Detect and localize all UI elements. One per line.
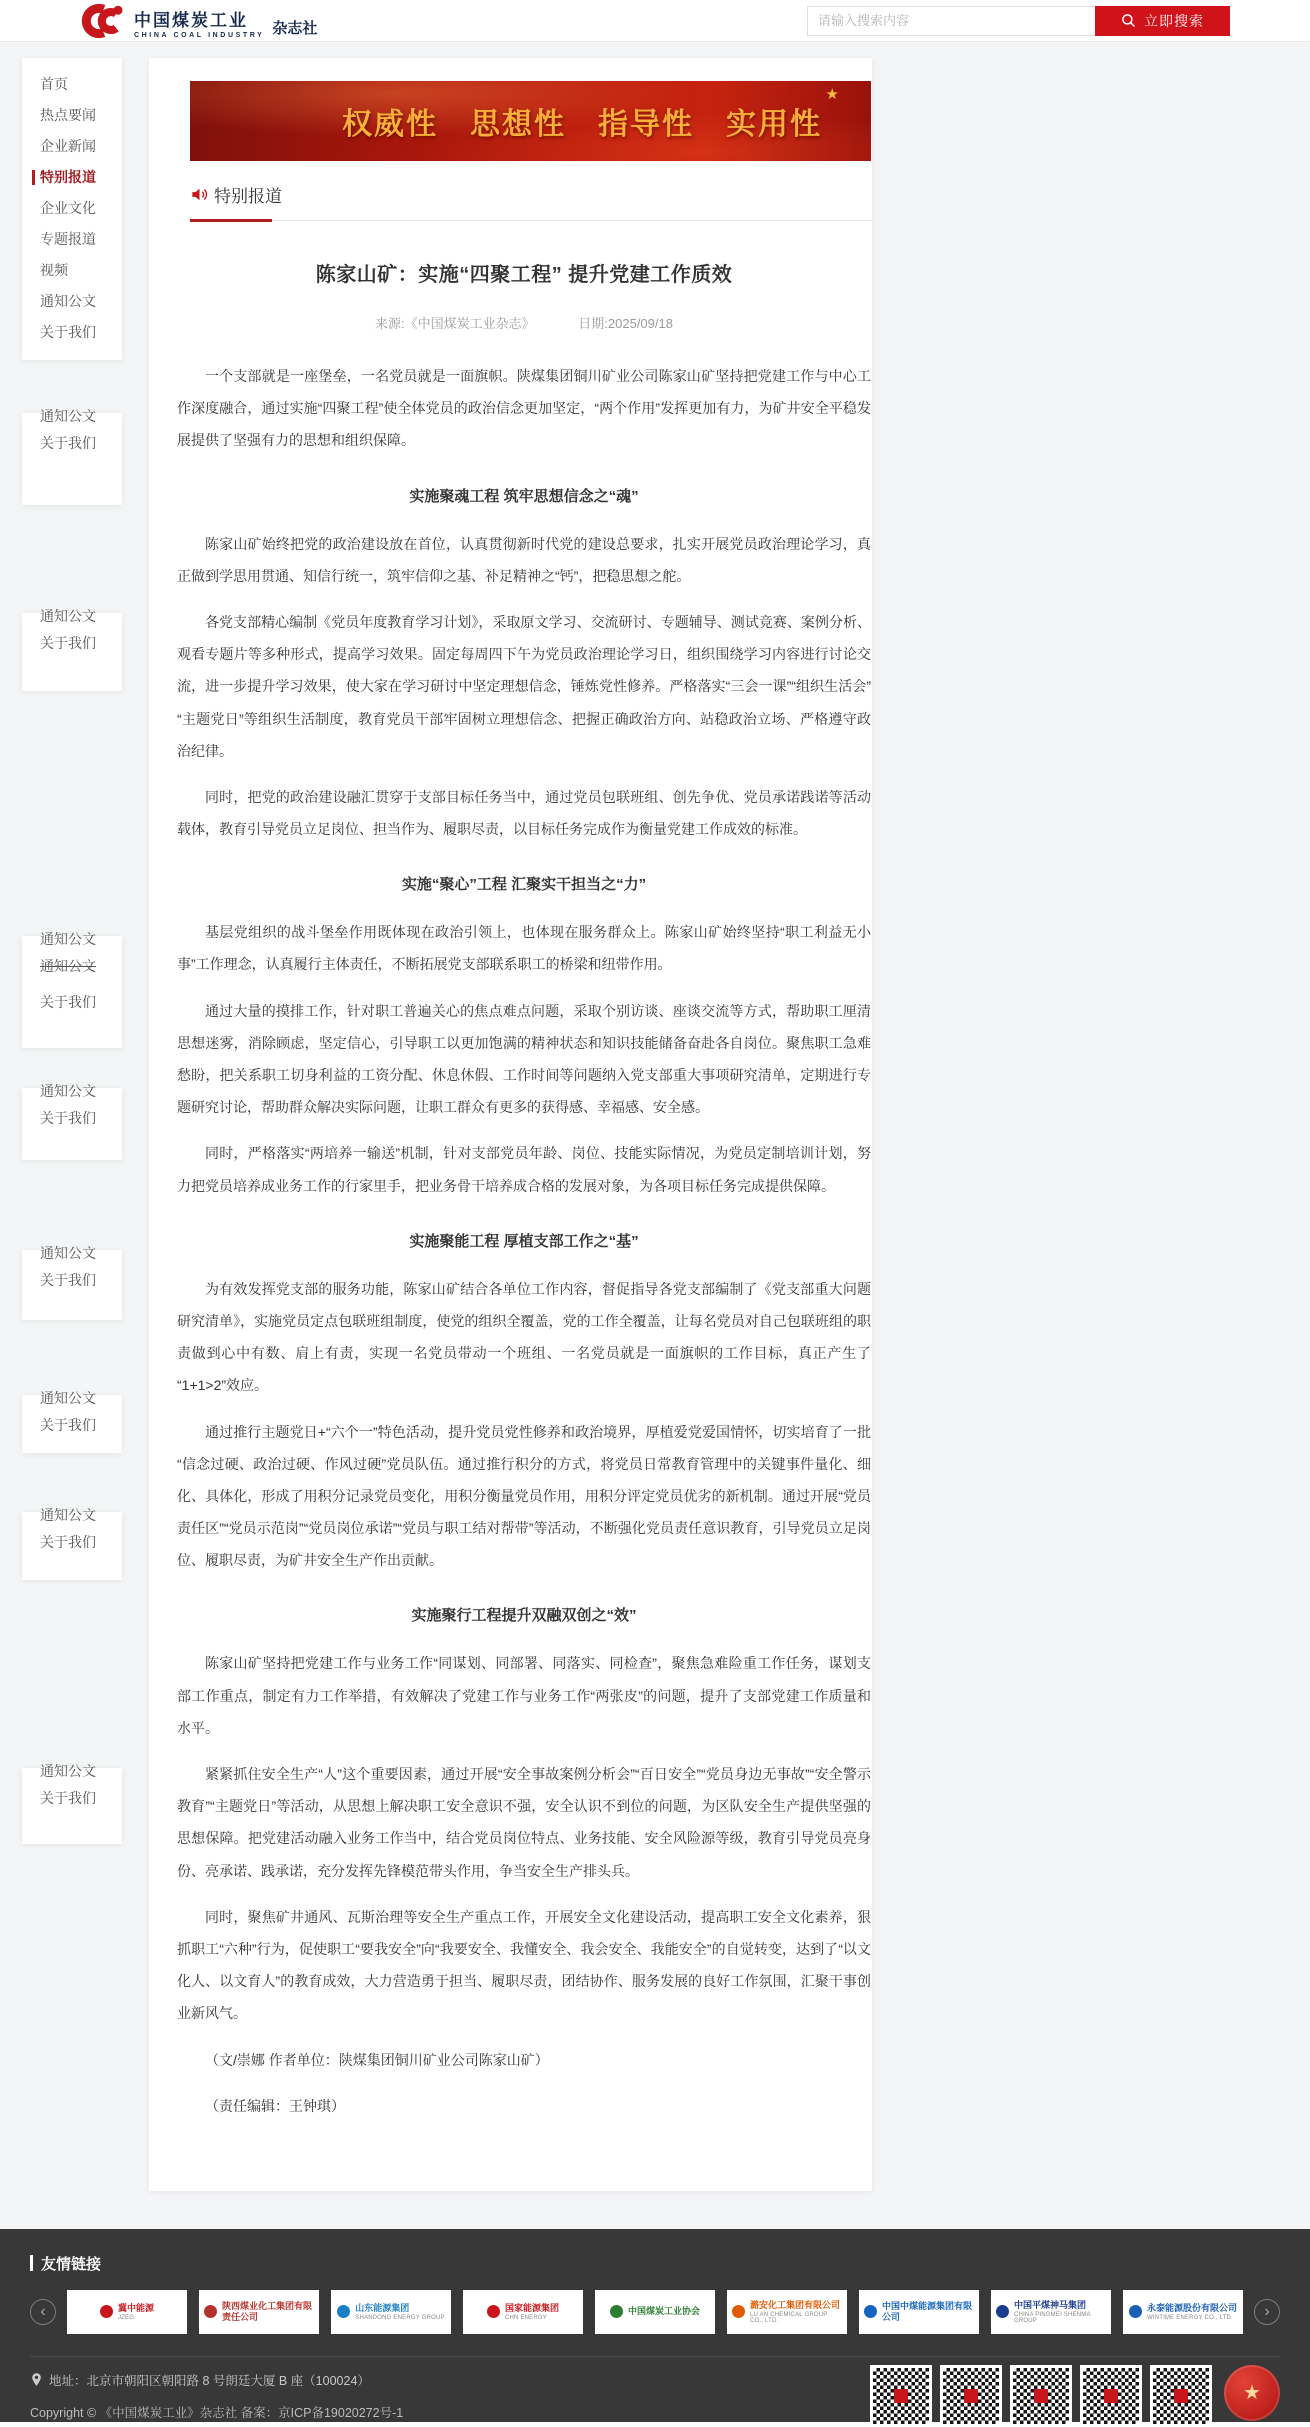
sidebar-item-label[interactable]: 通知公文 <box>40 1390 96 1406</box>
article-paragraph: 同时，聚焦矿井通风、瓦斯治理等安全生产重点工作，开展安全文化建设活动，提高职工安全文化素养，狠抓职工“六种”行为，促使职工“要我安全”向“我要安全、我懂安全、我会安全、我能安全”的自觉转变，达到了“以文化人、以文育人”的教育成效，大力营造勇于担当、履职尽责，团结协作、服务发展的良好工作氛围，汇聚干事创业新风气。 <box>177 1908 871 2022</box>
article-subheading: 实施聚行工程提升双融双创之“效” <box>411 1607 637 1625</box>
partner-name: 中国平煤神马集团 CHINA PINGMEI SHENMA GROUP <box>1014 2300 1091 2324</box>
sidebar-item-label: 企业新闻 <box>40 138 96 154</box>
title-bar-decoration <box>30 2255 33 2271</box>
sidebar-fragment <box>22 1507 122 1580</box>
sidebar-item-label[interactable]: 关于我们 <box>40 635 96 651</box>
article-subheading: 实施“聚心”工程 汇聚实干担当之“力” <box>401 876 647 894</box>
sidebar-item-label[interactable]: 关于我们 <box>40 1272 96 1288</box>
sidebar-item-hot-news[interactable] <box>22 100 122 131</box>
partner-carousel <box>30 2290 1280 2334</box>
article-paragraph: 通过推行主题党日+“六个一”特色活动，提升党员党性修养和政治境界，厚植爱党爱国情怀，切实培育了一批“信念过硬、政治过硬、作风过硬”党员队伍。通过推行积分的方式，将党员日常教育管理中的关键事件量化、细化、具体化，形成了用积分记录党员变化，用积分衡量党员作用，用积分评定党员优劣的新机制。通过开展“党员责任区”“党员示范岗”“党员岗位承诺”“党员与职工结对帮带”等活动，不断强化党员责任意识教育，引导党员立足岗位、履职尽责，为矿井安全生产作出贡献。 <box>177 1423 871 1569</box>
footer-divider <box>30 2356 1280 2357</box>
coal-industry-logo-icon <box>74 3 126 39</box>
sidebar-item-label[interactable]: 关于我们 <box>40 435 96 451</box>
partner-logo-card[interactable] <box>463 2290 583 2334</box>
sidebar-item-label: 视频 <box>40 262 68 278</box>
article-paragraph: 同时，严格落实“两培养一输送”机制，针对支部党员年龄、岗位、技能实际情况，为党员定制培训计划，努力把党员培养成业务工作的行家里手，把业务骨干培养成合格的发展对象，为各项目标任务完成提供保障。 <box>177 1145 871 1194</box>
sidebar-fragment <box>22 1763 122 1844</box>
qr-code <box>940 2365 1002 2427</box>
qr-pattern <box>943 2368 999 2424</box>
content-area <box>0 42 1310 2229</box>
partner-logo-icon <box>610 2305 623 2318</box>
sidebar-item-label: 热点要闻 <box>40 107 96 123</box>
brand-title-en: CHINA COAL INDUSTRY <box>134 31 265 39</box>
sidebar-item-label[interactable]: 通知公文 <box>40 958 96 974</box>
search-icon <box>1121 13 1136 28</box>
sidebar-item-label[interactable]: 通知公文 <box>40 1245 96 1261</box>
brand-title-cn: 中国煤炭工业 <box>134 10 248 30</box>
article-meta <box>177 313 871 332</box>
qr-pattern <box>1083 2368 1139 2424</box>
brand-suffix: 杂志社 <box>272 19 318 37</box>
speaker-icon <box>190 185 209 204</box>
partner-logo-card[interactable] <box>199 2290 319 2334</box>
search-button[interactable] <box>1095 6 1230 36</box>
sidebar-item-about[interactable] <box>22 317 122 348</box>
article-subheading: 实施聚能工程 厚植支部工作之“基” <box>409 1232 639 1250</box>
partner-name: 冀中能源 JZEG <box>117 2303 154 2321</box>
sidebar-item-label: 通知公文 <box>40 293 96 309</box>
sidebar-nav <box>22 58 122 360</box>
article-paragraph: 通过大量的摸排工作，针对职工普遍关心的焦点难点问题，采取个别访谈、座谈交流等方式，帮助职工厘清思想迷雾，消除顾虑，坚定信心，引导职工以更加饱满的精神状态和知识技能储备奋赴各自岗位。聚焦职工急难愁盼，把关系职工切身利益的工资分配、休息休假、工作时间等问题纳入党支部重大事项研究清单，定期进行专题研究讨论，帮助群众解决实际问题，让职工群众有更多的获得感、幸福感、安全感。 <box>177 1002 871 1116</box>
article-date: 日期:2025/09/18 <box>578 316 673 331</box>
friend-links-header <box>30 2253 1280 2274</box>
sidebar-item-video[interactable] <box>22 255 122 286</box>
article-title: 陈家山矿：实施“四聚工程” 提升党建工作质效 <box>315 264 733 286</box>
partner-logo-card[interactable] <box>331 2290 451 2334</box>
partner-logo-card[interactable] <box>859 2290 979 2334</box>
qr-code <box>1150 2365 1212 2427</box>
sidebar-item-notices[interactable] <box>22 286 122 317</box>
sidebar-fragment <box>22 1390 122 1453</box>
qr-pattern <box>1013 2368 1069 2424</box>
partner-logo-icon <box>1129 2305 1142 2318</box>
partner-logo-icon <box>996 2305 1009 2318</box>
article-paragraph: 一个支部就是一座堡垒，一名党员就是一面旗帜。陕煤集团铜川矿业公司陈家山矿坚持把党建工作与中心工作深度融合，通过实施“四聚工程”使全体党员的政治信念更加坚定，“两个作用”发挥更加有力，为矿井安全平稳发展提供了坚强有力的思想和组织保障。 <box>177 368 871 449</box>
partner-logo-icon <box>337 2305 350 2318</box>
sidebar-item-corp-culture[interactable] <box>22 193 122 224</box>
section-header <box>190 182 872 207</box>
sidebar-item-label: 企业文化 <box>40 200 96 216</box>
sidebar-item-label[interactable]: 通知公文 <box>40 1507 96 1523</box>
partner-logo-card[interactable] <box>595 2290 715 2334</box>
carousel-next-button[interactable]: › <box>1254 2299 1280 2325</box>
partner-name: 山东能源集团 SHANDONG ENERGY GROUP <box>355 2303 445 2321</box>
qr-pattern <box>1153 2368 1209 2424</box>
sidebar-item-label: 首页 <box>40 76 68 92</box>
partner-logos <box>67 2290 1243 2334</box>
friend-links-title: 友情链接 <box>41 2255 102 2273</box>
qr-code <box>1080 2365 1142 2427</box>
qr-code <box>1010 2365 1072 2427</box>
footer-bottom <box>30 2371 1280 2427</box>
sidebar-item-special-report[interactable] <box>22 162 122 193</box>
sidebar-fragment <box>22 1245 122 1320</box>
partner-logo-card[interactable] <box>1123 2290 1243 2334</box>
section-title[interactable]: 特别报道 <box>214 187 282 206</box>
partner-name: 国家能源集团 CHN ENERGY <box>504 2303 559 2321</box>
sidebar-item-label[interactable]: 关于我们 <box>40 1790 96 1806</box>
article-body <box>177 360 871 2122</box>
sidebar-item-label[interactable]: 关于我们 <box>40 994 96 1010</box>
sidebar-item-label[interactable]: 通知公文 <box>40 1763 96 1779</box>
main-card <box>149 58 872 2191</box>
carousel-prev-button[interactable]: ‹ <box>30 2299 56 2325</box>
article-subheading: 实施聚魂工程 筑牢思想信念之“魂” <box>409 487 639 505</box>
article-source: 来源:《中国煤炭工业杂志》 <box>375 316 535 331</box>
top-header <box>0 0 1310 42</box>
partner-name: 中国中煤能源集团有限公司 <box>882 2300 973 2322</box>
partner-logo-card[interactable] <box>67 2290 187 2334</box>
partner-logo-card[interactable] <box>991 2290 1111 2334</box>
partner-logo-icon <box>487 2305 500 2318</box>
qr-codes <box>870 2365 1280 2427</box>
partner-logo-icon <box>732 2305 745 2318</box>
sidebar-item-label: 关于我们 <box>40 324 96 340</box>
partner-name: 潞安化工集团有限公司 LU AN CHEMICAL GROUP CO., LTD. <box>750 2300 841 2324</box>
partner-logo-card[interactable] <box>727 2290 847 2334</box>
location-pin-icon <box>30 2372 43 2387</box>
sidebar-item-label[interactable]: 通知公文 <box>40 931 96 947</box>
banner-image <box>190 81 871 161</box>
qr-code <box>870 2365 932 2427</box>
article-paragraph: （责任编辑：王钟琪） <box>205 2097 345 2114</box>
red-seal-logo: ★ <box>1224 2365 1280 2421</box>
qr-pattern <box>873 2368 929 2424</box>
sidebar-item-label[interactable]: 通知公文 <box>40 408 96 424</box>
search-input[interactable] <box>807 6 1095 36</box>
sidebar-fragment <box>22 608 122 691</box>
partner-name: 陕西煤业化工集团有限责任公司 <box>222 2300 313 2322</box>
footer-address: 地址：北京市朝阳区朝阳路 8 号朗廷大厦 B 座（100024） <box>49 2373 370 2388</box>
search-button-label: 立即搜索 <box>1144 12 1204 29</box>
sidebar-item-label[interactable]: 通知公文 <box>40 608 96 624</box>
partner-logo-icon <box>204 2305 217 2318</box>
sidebar-fragment <box>22 931 122 1048</box>
sidebar-item-label[interactable]: 关于我们 <box>40 1417 96 1433</box>
footer-copyright: Copyright © 《中国煤炭工业》杂志社 备案：京ICP备19020272号-1 <box>30 2405 404 2420</box>
sidebar-item-topic-report[interactable] <box>22 224 122 255</box>
sidebar-item-label: 特别报道 <box>40 169 96 185</box>
sidebar-item-corp-news[interactable] <box>22 131 122 162</box>
sidebar-fragment <box>22 408 122 505</box>
sidebar-item-label[interactable]: 关于我们 <box>40 1534 96 1550</box>
article-paragraph: 基层党组织的战斗堡垒作用既体现在政治引领上，也体现在服务群众上。陈家山矿始终坚持“职工利益无小事”工作理念，认真履行主体责任，不断拓展党支部联系职工的桥梁和纽带作用。 <box>177 924 871 973</box>
banner-slogan: 权威性 思想性 指导性 实用性 <box>342 108 822 141</box>
active-indicator <box>32 170 35 185</box>
sidebar-item-label[interactable]: 通知公文 <box>40 1083 96 1099</box>
article-paragraph: （文/崇娜 作者单位：陕煤集团铜川矿业公司陈家山矿） <box>205 2051 549 2068</box>
partner-logo-icon <box>100 2305 113 2318</box>
sidebar-item-label: 专题报道 <box>40 231 96 247</box>
partner-name: 中国煤炭工业协会 <box>627 2306 700 2317</box>
footer-info <box>30 2371 403 2427</box>
partner-logo-icon <box>864 2305 877 2318</box>
sidebar-item-home[interactable] <box>22 69 122 100</box>
search-bar <box>807 6 1230 36</box>
site-logo[interactable] <box>74 3 317 39</box>
footer <box>0 2229 1310 2422</box>
article-paragraph: 同时，把党的政治建设融汇贯穿于支部目标任务当中，通过党员包联班组、创先争优、党员承诺践诺等活动载体，教育引导党员立足岗位、担当作为、履职尽责，以目标任务完成作为衡量党建工作成效的标准。 <box>177 788 871 838</box>
article-paragraph: 为有效发挥党支部的服务功能，陈家山矿结合各单位工作内容，督促指导各党支部编制了《党支部重大问题研究清单》，实施党员定点包联班组制度，使党的组织全覆盖，党的工作全覆盖，让每名党员对自己包联班组的职责做到心中有数、肩上有责，实现一名党员带动一个班组、一名党员就是一面旗帜的工作目标，真正产生了“1+1>2”效应。 <box>177 1280 871 1394</box>
partner-name: 永泰能源股份有限公司 WINTIME ENERGY CO., LTD. <box>1146 2303 1237 2321</box>
article-paragraph: 各党支部精心编制《党员年度教育学习计划》，采取原文学习、交流研讨、专题辅导、测试竞赛、案例分析、观看专题片等多种形式，提高学习效果。固定每周四下午为党员政治理论学习日，组织围绕学习内容进行讨论交流，进一步提升学习效果，使大家在学习研讨中坚定理想信念，锤炼党性修养。严格落实“三会一课”“组织生活会”“主题党日”等组织生活制度，教育党员干部牢固树立理想信念、把握正确政治方向、站稳政治立场、严格遵守政治纪律。 <box>177 613 871 759</box>
article-paragraph: 紧紧抓住安全生产“人”这个重要因素，通过开展“安全事故案例分析会”“百日安全”“党员身边无事故”“安全警示教育”“主题党日”等活动，从思想上解决职工安全意识不强，安全认识不到位的问题，为区队安全生产提供坚强的思想保障。把党建活动融入业务工作当中，结合党员岗位特点、业务技能、安全风险源等级，教育引导党员亮身份、亮承诺、践承诺，充分发挥先锋模范带头作用，争当安全生产排头兵。 <box>177 1766 871 1879</box>
section-divider <box>190 220 872 221</box>
star-icon: ★ <box>825 86 839 103</box>
sidebar-fragment <box>22 1083 122 1160</box>
article-paragraph: 陈家山矿始终把党的政治建设放在首位，认真贯彻新时代党的建设总要求，扎实开展党员政治理论学习，真正做到学思用贯通、知信行统一，筑牢信仰之基、补足精神之“钙”，把稳思想之舵。 <box>177 535 871 584</box>
article-paragraph: 陈家山矿坚持把党建工作与业务工作“同谋划、同部署、同落实、同检查”，聚焦急难险重工作任务，谋划支部工作重点，制定有力工作举措，有效解决了党建工作与业务工作“两张皮”的问题，提升了支部党建工作质量和水平。 <box>177 1655 871 1736</box>
article <box>177 258 871 2122</box>
sidebar-item-label[interactable]: 关于我们 <box>40 1110 96 1126</box>
